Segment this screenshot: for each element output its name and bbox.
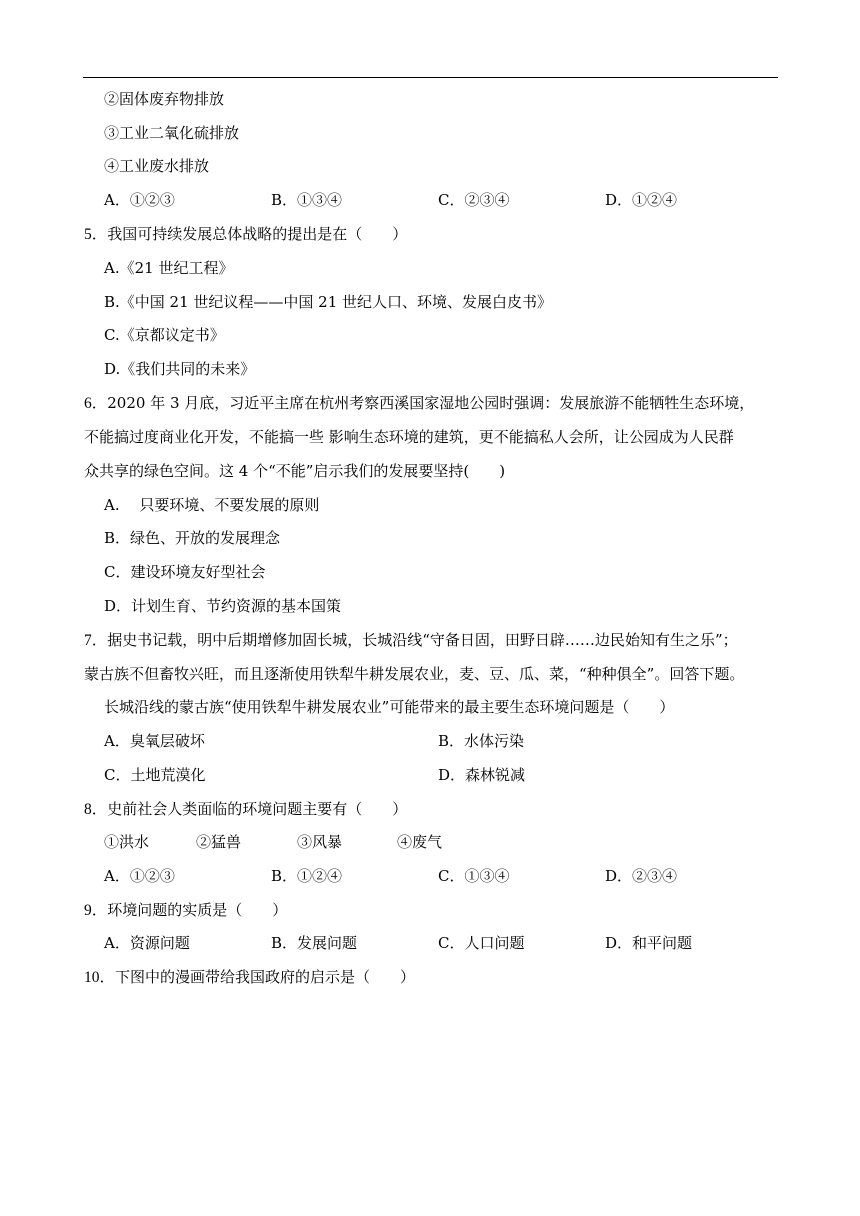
q9-stem-text: 环境问题的实质是（ ）	[107, 901, 288, 919]
q4-option-d[interactable]: D．①②④	[605, 191, 678, 209]
q7-sub-stem: 长城沿线的蒙古族“使用铁犁牛耕发展农业”可能带来的最主要生态环境问题是（ ）	[104, 698, 675, 716]
q7-option-c[interactable]: C．土地荒漠化	[104, 766, 206, 784]
q8-stem	[84, 799, 407, 820]
q8-option-d[interactable]: D．②③④	[605, 867, 678, 885]
header-rule	[83, 77, 778, 78]
q4-item-4: ④工业废水排放	[104, 157, 210, 175]
q7-stem-line-1	[84, 630, 738, 651]
q6-option-a[interactable]: A. 只要环境、不要发展的原则	[104, 496, 320, 514]
q8-stem-text: 史前社会人类面临的环境问题主要有（ ）	[107, 800, 408, 818]
q6-option-b[interactable]: B．绿色、开放的发展理念	[104, 529, 281, 547]
q8-option-a[interactable]: A．①②③	[104, 867, 175, 885]
q4-item-3: ③工业二氧化硫排放	[104, 124, 240, 142]
q6-stem-line-2: 不能搞过度商业化开发，不能搞一些 影响生态环境的建筑，更不能搞私人会所，让公园成为人民群	[84, 428, 734, 446]
q9-option-d[interactable]: D．和平问题	[605, 934, 693, 952]
q10-number: 10．	[84, 969, 116, 986]
q8-item-4: ④废气	[397, 833, 443, 851]
q6-number: 6．	[84, 395, 108, 412]
q5-option-d[interactable]: D.《我们共同的未来》	[104, 360, 256, 378]
q10-stem-text: 下图中的漫画带给我国政府的启示是（ ）	[115, 968, 416, 986]
q6-stem-text-1: 2020 年 3 月底，习近平主席在杭州考察西溪国家湿地公园时强调：发展旅游不能牺牲生态环境，	[107, 394, 755, 412]
q9-stem	[84, 900, 287, 921]
q5-option-b[interactable]: B.《中国 21 世纪议程——中国 21 世纪人口、环境、发展白皮书》	[104, 293, 553, 311]
q5-option-a[interactable]: A.《21 世纪工程》	[104, 259, 234, 277]
q4-option-b[interactable]: B．①③④	[271, 191, 343, 209]
q4-option-a[interactable]: A．①②③	[104, 191, 175, 209]
q7-option-a[interactable]: A．臭氧层破坏	[104, 732, 205, 750]
q9-option-c[interactable]: C．人口问题	[438, 934, 525, 952]
q6-option-d[interactable]: D．计划生育、节约资源的基本国策	[104, 597, 342, 615]
q7-option-d[interactable]: D．森林锐减	[438, 766, 526, 784]
q7-number: 7．	[84, 632, 108, 649]
q4-option-c[interactable]: C．②③④	[438, 191, 510, 209]
q6-stem-line-3: 众共享的绿色空间。这 4 个“不能”启示我们的发展要坚持( )	[84, 462, 506, 480]
q5-stem	[84, 224, 407, 245]
q7-stem-line-2: 蒙古族不但畜牧兴旺，而且逐渐使用铁犁牛耕发展农业，麦、豆、瓜、菜，“种种俱全”。回答下题。	[84, 665, 745, 683]
q9-number: 9．	[84, 902, 108, 919]
q8-item-3: ③风暴	[297, 833, 343, 851]
q5-number: 5．	[84, 226, 108, 243]
q8-option-c[interactable]: C．①③④	[438, 867, 510, 885]
q6-stem-line-1	[84, 393, 754, 414]
q8-item-2: ②猛兽	[196, 833, 242, 851]
q5-option-c[interactable]: C.《京都议定书》	[104, 326, 225, 344]
q7-stem-text-1: 据史书记载，明中后期增修加固长城，长城沿线“守备日固，田野日辟……边民始知有生之乐”；	[107, 631, 738, 649]
q8-option-b[interactable]: B．①②④	[271, 867, 343, 885]
q8-item-1: ①洪水	[104, 833, 150, 851]
q8-number: 8．	[84, 801, 108, 818]
q5-stem-text: 我国可持续发展总体战略的提出是在（ ）	[107, 225, 408, 243]
q6-option-c[interactable]: C．建设环境友好型社会	[104, 563, 266, 581]
q4-item-2: ②固体废弃物排放	[104, 90, 225, 108]
q9-option-b[interactable]: B．发展问题	[271, 934, 358, 952]
q10-stem	[84, 967, 415, 988]
q7-option-b[interactable]: B．水体污染	[438, 732, 525, 750]
q9-option-a[interactable]: A．资源问题	[104, 934, 190, 952]
